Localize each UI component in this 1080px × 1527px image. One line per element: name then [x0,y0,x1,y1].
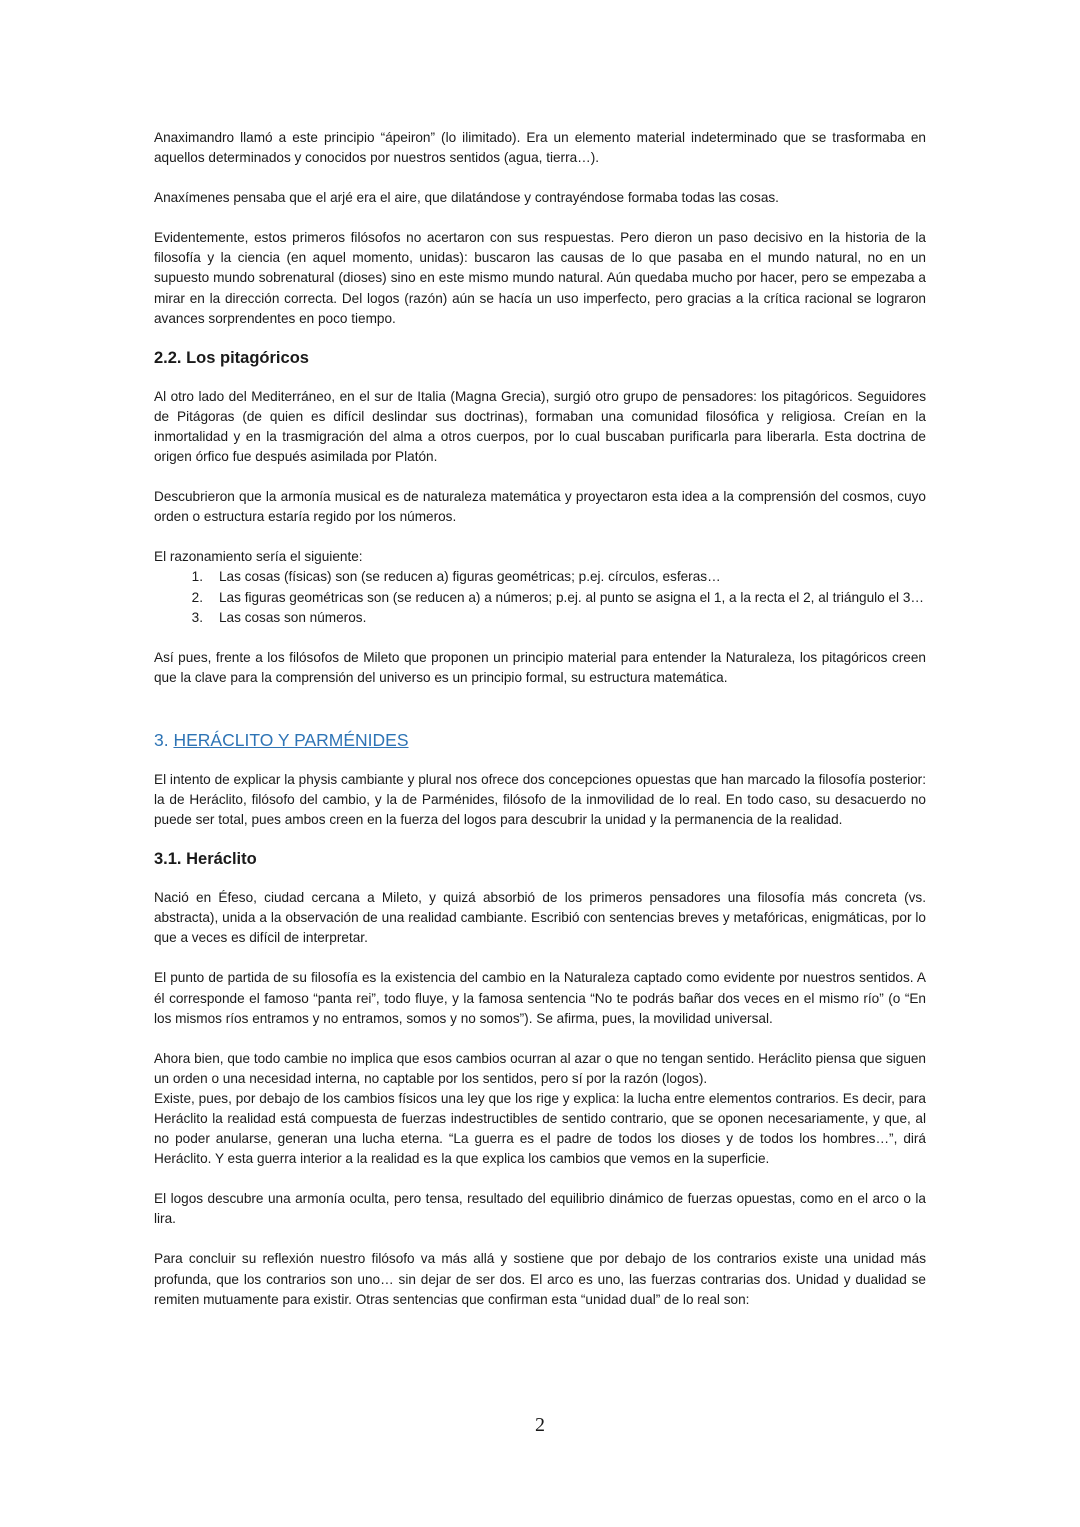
list-item-number: 1. [191,569,203,585]
heading-heraclito: 3.1. Heráclito [154,850,257,869]
heading-pitagoricos: 2.2. Los pitagóricos [154,348,309,367]
paragraph-heraclito-2: El punto de partida de su filosofía es la existencia del cambio en la Naturaleza captado como evidente por nuestros sentidos. A él corresponde el famoso “panta rei”, todo fluye, y la famosa sentencia “No te podrás bañar dos veces en el mismo río” (o “En los mismos ríos entramos y no entramos, somos y no somos”). Se afirma, pues, la movilidad universal. [154,970,926,1026]
list-item-text: Las cosas (físicas) son (se reducen a) figuras geométricas; p.ej. círculos, esferas… [219,569,721,585]
paragraph-pitagoricos-1: Al otro lado del Mediterráneo, en el sur de Italia (Magna Grecia), surgió otro grupo de pensadores: los pitagóricos. Seguidores de Pitágoras (de quien es difícil deslindar sus doctrinas), formaban una comunidad filosófica y religiosa. Creían en la inmortalidad y en la trasmigración del alma a otros cuerpos, por lo cual buscaban purificarla para liberarla. Esta doctrina de origen órfico fue después asimilada por Platón. [154,388,926,465]
section-3-title-link[interactable]: HERÁCLITO Y PARMÉNIDES [173,729,409,750]
paragraph-pitagoricos-3: Así pues, frente a los filósofos de Mileto que proponen un principio material para entender la Naturaleza, los pitagóricos creen que la clave para la comprensión del universo es un principio formal, su estructura matemática. [154,649,926,685]
paragraph-heraclito-6: Para concluir su reflexión nuestro filósofo va más allá y sostiene que por debajo de los contrarios existe una unidad más profunda, que los contrarios son uno… sin dejar de ser dos. El arco es uno, las fuerzas contrarias dos. Unidad y dualidad se remiten mutuamente para existir. Otras sentencias que confirman esta “unidad dual” de lo real son: [154,1251,926,1307]
section-3-number: 3. [154,729,174,750]
page-number: 2 [535,1414,545,1436]
reasoning-list [154,567,926,627]
paragraph-section-3: El intento de explicar la physis cambiante y plural nos ofrece dos concepciones opuestas que han marcado la filosofía posterior: la de Heráclito, filósofo del cambio, y la de Parménides, filósofo de la inmovilidad de lo real. En todo caso, su desacuerdo no puede ser total, pues ambos creen en la fuerza del logos para descubrir la unidad y la permanencia de la realidad. [154,771,926,828]
list-item-number: 2. [191,589,203,605]
paragraph-heraclito-4: Existe, pues, por debajo de los cambios físicos una ley que los rige y explica: la lucha entre elementos contrarios. Es decir, para Heráclito la realidad está compuesta de fuerzas indestructibles de sentido contrario, que se oponen necesariamente, y que, al no poder anularse, generan una lucha eterna. “La guerra es el padre de todos los dioses y de todos los hombres…”, dirá Heráclito. Y esta guerra interior a la realidad es la que explica los cambios que vemos en la superficie. [154,1090,926,1167]
section-3-heading [154,728,926,752]
paragraph-evidentemente: Evidentemente, estos primeros filósofos no acertaron con sus respuestas. Pero dieron un paso decisivo en la historia de la filosofía y la ciencia (en aquel momento, unidas): buscaron las causas de lo que pasaba en el mundo natural, no en un supuesto mundo sobrenatural (dioses) sino en este mismo mundo natural. Aún quedaba mucho por hacer, pero se empezaba a mirar en la dirección correcta. Del logos (razón) aún se hacía un uso imperfecto, pero gracias a la crítica racional se lograron avances sorprendentes en poco tiempo. [154,230,926,326]
list-item-number: 3. [191,609,203,625]
list-item [154,567,926,587]
paragraph-heraclito-5: El logos descubre una armonía oculta, pero tensa, resultado del equilibrio dinámico de fuerzas opuestas, como en el arco o la lira. [154,1191,926,1227]
page-content [154,128,926,1310]
paragraph-anaximenes: Anaxímenes pensaba que el arjé era el aire, que dilatándose y contrayéndose formaba todas las cosas. [154,190,779,206]
list-item-text: Las figuras geométricas son (se reducen a) a números; p.ej. al punto se asigna el 1, a la recta el 2, al triángulo el 3… [219,589,925,605]
paragraph-heraclito-3: Ahora bien, que todo cambie no implica que esos cambios ocurran al azar o que no tengan sentido. Heráclito piensa que siguen un orden o una necesidad interna, no captable por los sentidos, pero sí por la razón (logos). [154,1050,926,1086]
list-item-text: Las cosas son números. [219,609,367,625]
paragraph-pitagoricos-2: Descubrieron que la armonía musical es de naturaleza matemática y proyectaron esta idea a la comprensión del cosmos, cuyo orden o estructura estaría regido por los números. [154,489,926,525]
paragraph-heraclito-1: Nació en Éfeso, ciudad cercana a Mileto, y quizá absorbió de los primeros pensadores una filosofía más concreta (vs. abstracta), unida a la observación de una realidad cambiante. Escribió con sentencias breves y metafóricas, enigmáticas, por lo que a veces es difícil de interpretar. [154,890,926,946]
list-intro: El razonamiento sería el siguiente: [154,549,363,565]
paragraph-anaximandro: Anaximandro llamó a este principio “ápeiron” (lo ilimitado). Era un elemento material indeterminado que se trasformaba en aquellos determinados y conocidos por nuestros sentidos (agua, tierra…). [154,130,926,166]
list-item [154,608,926,628]
list-item [154,588,926,608]
